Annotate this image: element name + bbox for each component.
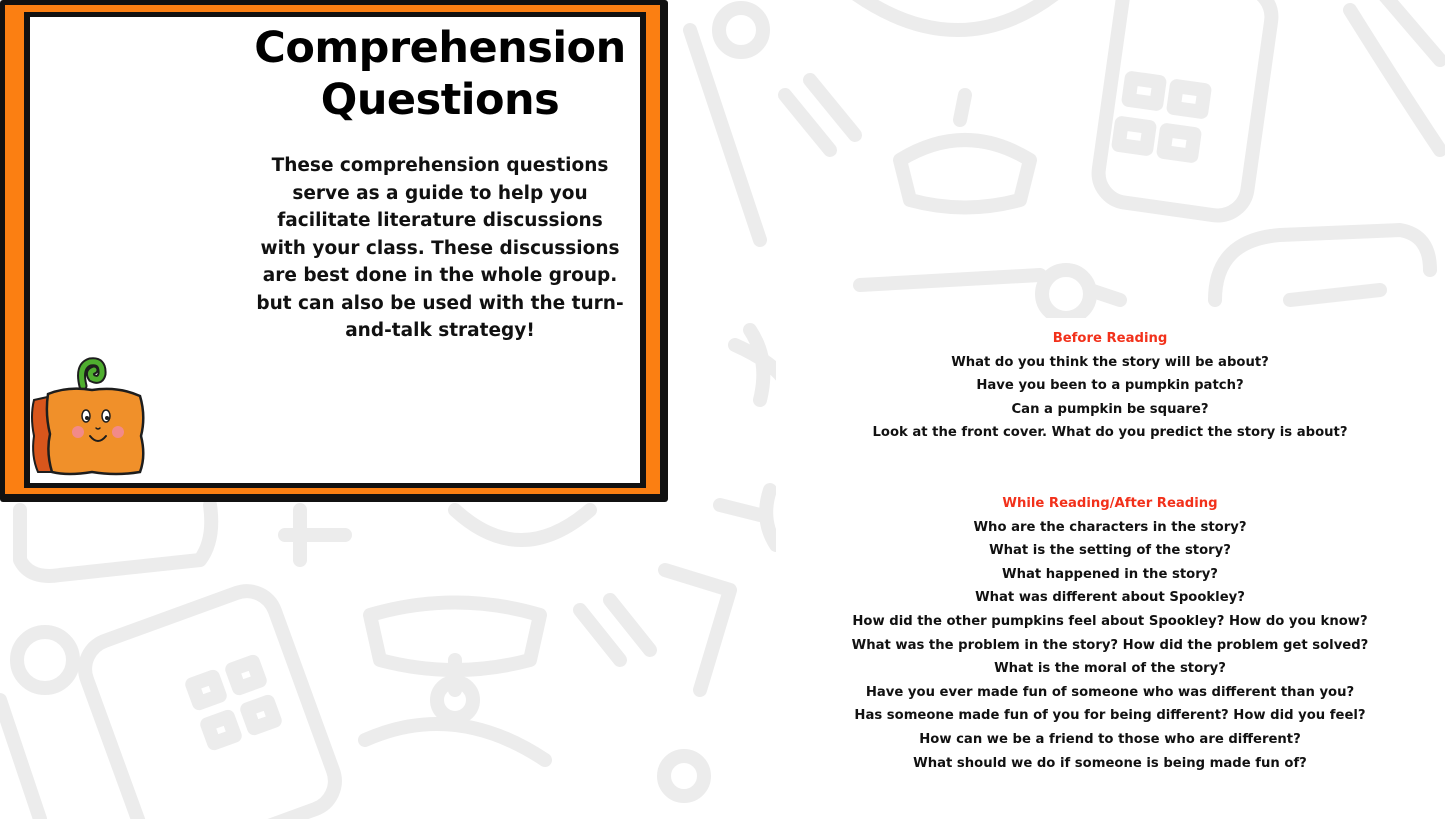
question-item: Look at the front cover. What do you predict the story is about? <box>872 425 1348 441</box>
question-item: What is the setting of the story? <box>989 543 1231 559</box>
intro-paragraph: These comprehension questions serve as a guide to help you facilitate literature discussions with your class. These discussions are best done in the whole group. but can also be used with the turn-and-talk strategy! <box>256 155 624 341</box>
section-spacer <box>836 445 1384 492</box>
question-item: What do you think the story will be about? <box>951 354 1269 370</box>
question-item: Has someone made fun of you for being different? How did you feel? <box>854 708 1366 724</box>
section-heading-while-after-reading: While Reading/After Reading <box>1002 495 1218 511</box>
triangle-doodle-icon-2 <box>665 570 730 690</box>
question-item: What was different about Spookley? <box>975 590 1245 606</box>
question-item: Have you been to a pumpkin patch? <box>976 378 1244 394</box>
plus-doodle-icon <box>285 510 345 560</box>
globe-doodle-icon <box>850 0 1060 30</box>
circle-doodle-icon-2 <box>17 632 73 688</box>
circle-doodle-icon <box>719 8 763 52</box>
tray-doodle-icon <box>20 505 211 576</box>
triangle-doodle-icon <box>690 30 760 240</box>
page-title <box>240 22 640 126</box>
ruler-doodle-icon <box>1350 0 1440 150</box>
question-item: How can we be a friend to those who are different? <box>919 731 1301 747</box>
section-heading-before-reading: Before Reading <box>1052 331 1168 346</box>
lines-doodle-icon <box>785 80 855 150</box>
page-title-line-1: Comprehension <box>254 23 626 73</box>
lines-doodle-icon-2 <box>580 600 650 660</box>
question-item: What should we do if someone is being made fun of? <box>913 755 1307 771</box>
question-item: Can a pumpkin be square? <box>1011 401 1209 417</box>
page-title-line-2: Questions <box>320 75 560 125</box>
questions-list <box>836 327 1384 775</box>
question-item: What happened in the story? <box>1002 566 1218 582</box>
question-item: Have you ever made fun of someone who was different than you? <box>865 684 1355 700</box>
question-item: What was the problem in the story? How did the problem get solved? <box>851 637 1369 653</box>
question-item: Who are the characters in the story? <box>973 519 1247 535</box>
globe-arc-doodle-icon <box>365 724 545 760</box>
pumpkin-character-icon <box>28 356 150 480</box>
title-card <box>0 0 668 502</box>
globe-doodle-icon-2 <box>455 510 590 540</box>
bowl-doodle-icon <box>900 140 1030 208</box>
question-item: How did the other pumpkins feel about Spookley? How do you know? <box>852 613 1368 629</box>
question-item: What is the moral of the story? <box>994 661 1226 677</box>
